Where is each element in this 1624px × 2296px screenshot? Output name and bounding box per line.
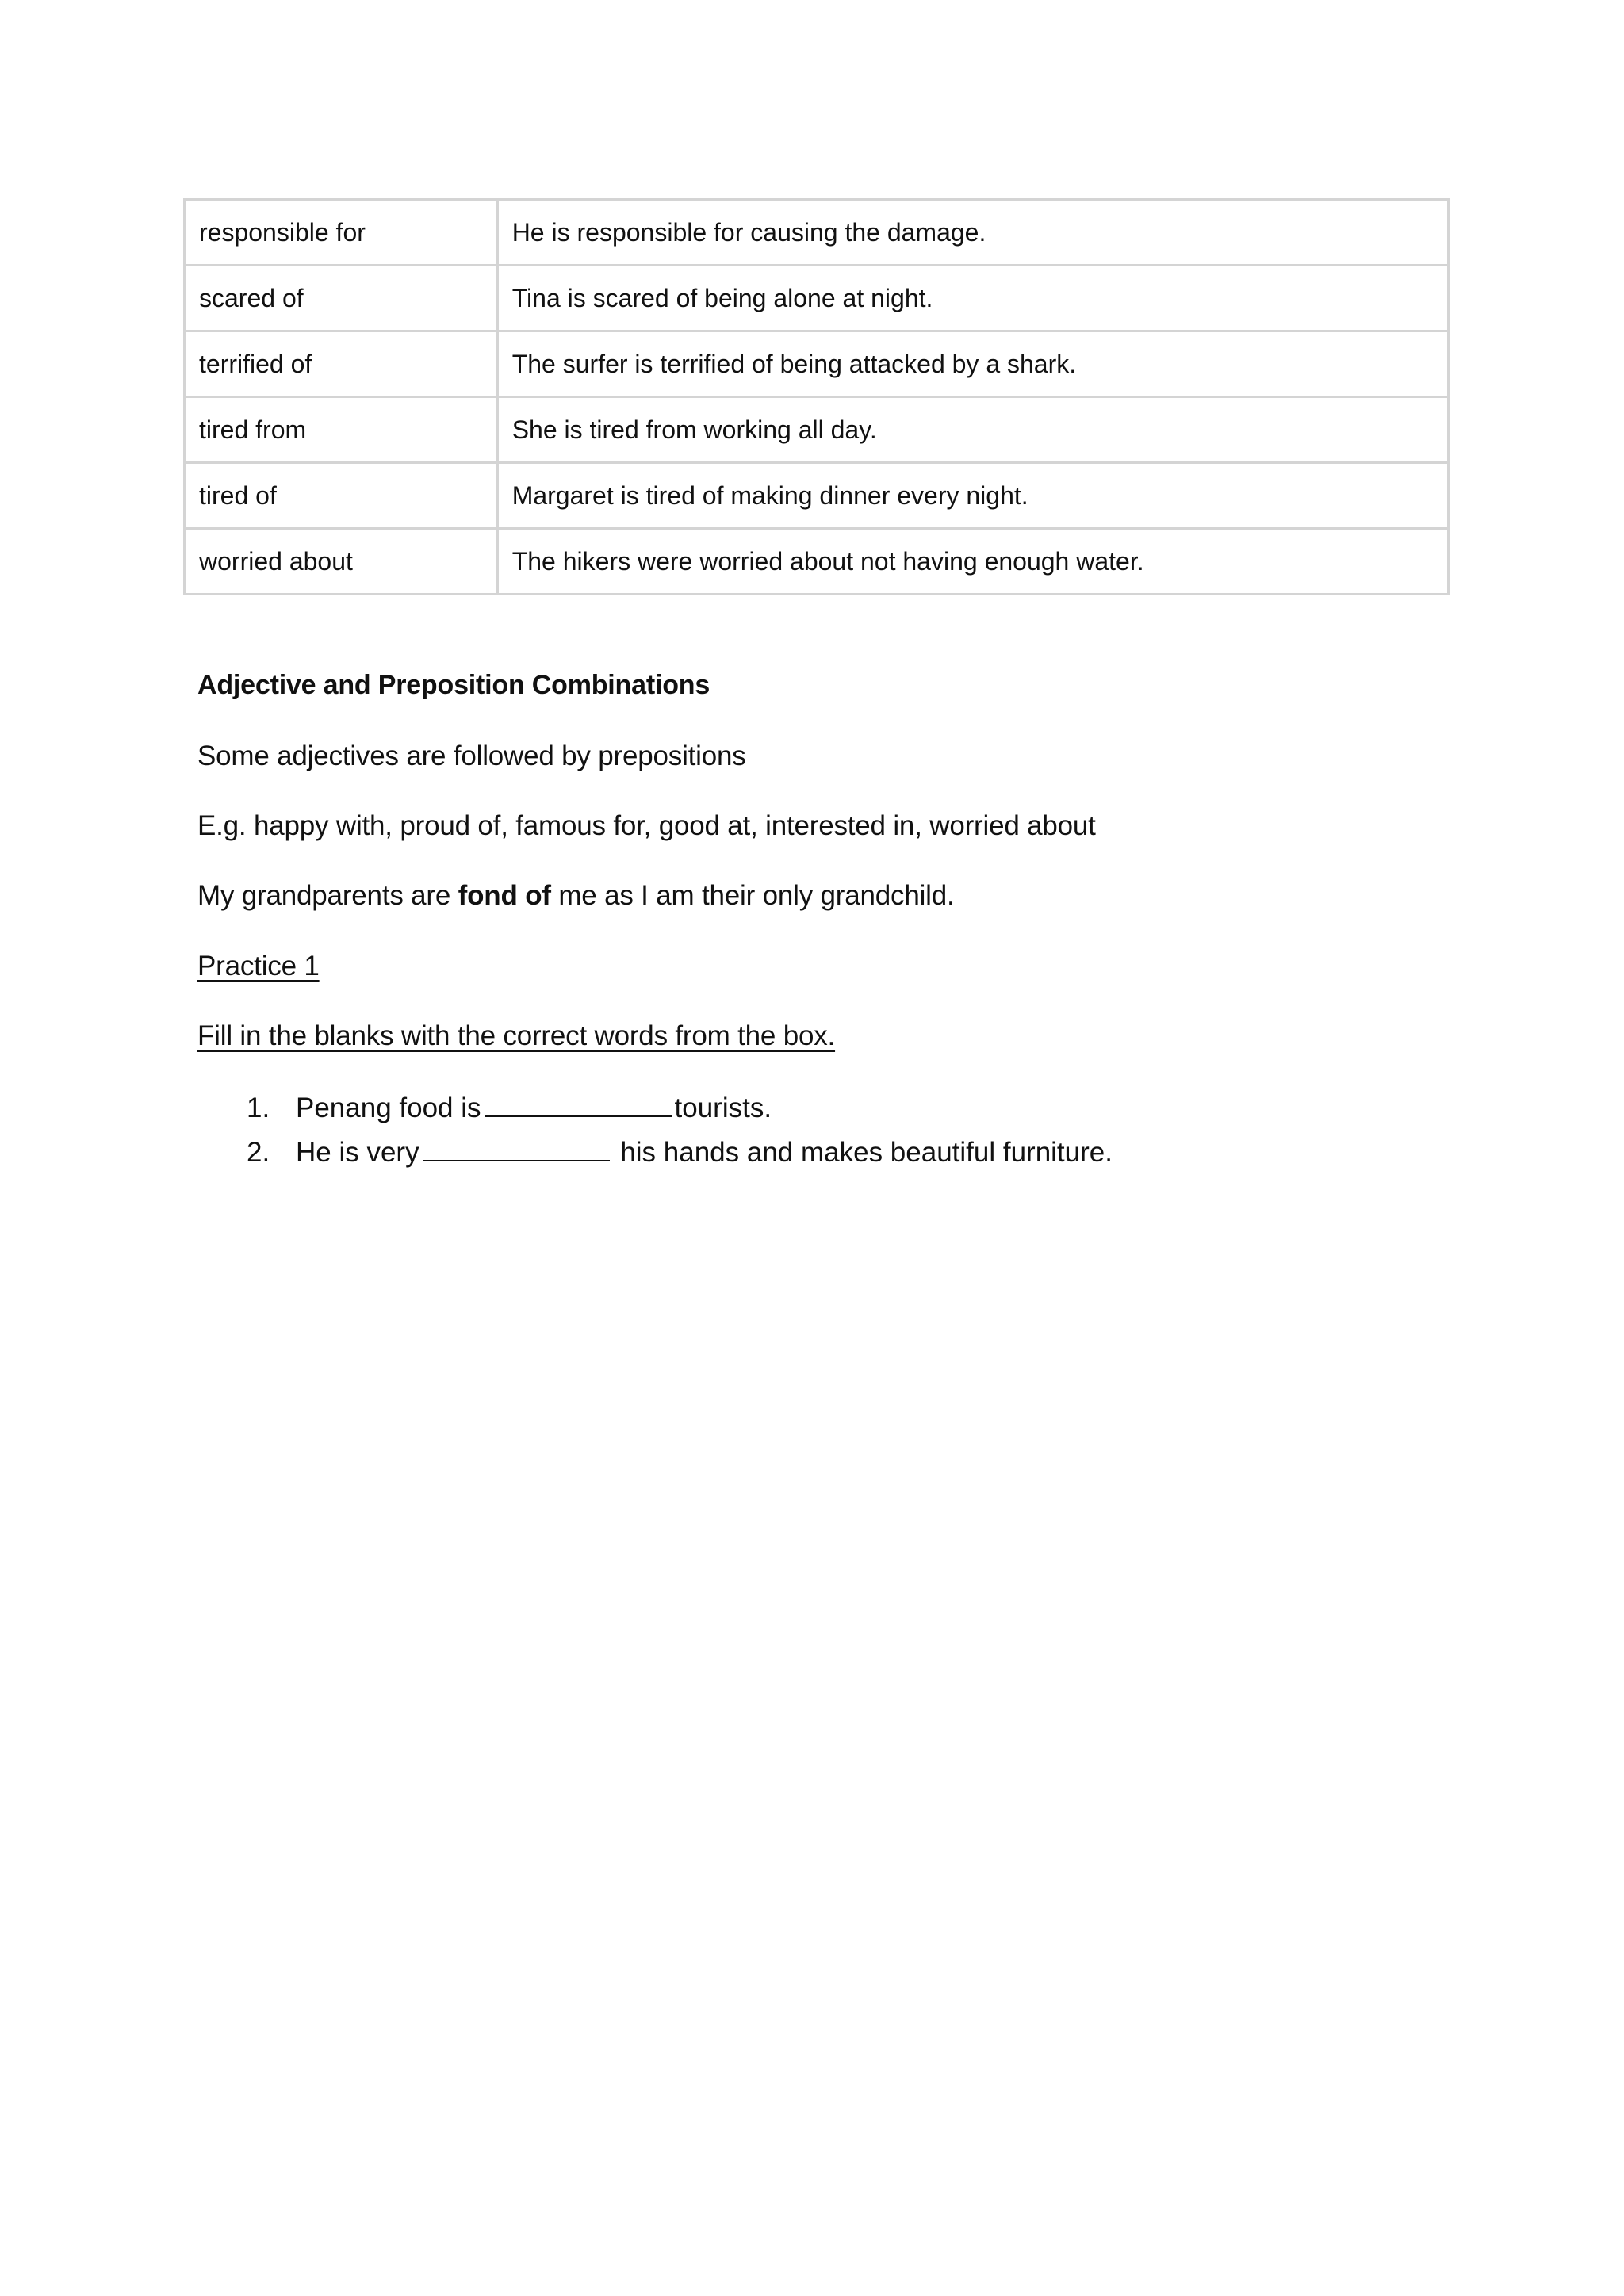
example-cell: Margaret is tired of making dinner every night.	[497, 463, 1448, 529]
examples-text: E.g. happy with, proud of, famous for, good at, interested in, worried about	[197, 810, 1096, 841]
table-row	[185, 200, 1449, 266]
item-number: 1.	[247, 1093, 270, 1123]
phrase-cell: responsible for	[185, 200, 498, 266]
phrase-cell: scared of	[185, 266, 498, 331]
item-text-after: his hands and makes beautiful furniture.	[612, 1137, 1113, 1168]
table-row	[185, 397, 1449, 463]
table-row	[185, 331, 1449, 397]
list-item	[197, 1131, 1113, 1175]
item-text-before: Penang food is	[296, 1093, 481, 1123]
practice-title: Practice 1	[197, 951, 320, 982]
example-cell: He is responsible for causing the damage.	[497, 200, 1448, 266]
answer-blank	[485, 1092, 672, 1117]
item-text-before: He is very	[296, 1137, 419, 1168]
example-cell: She is tired from working all day.	[497, 397, 1448, 463]
list-item	[197, 1086, 1113, 1131]
phrase-cell: worried about	[185, 529, 498, 595]
item-number: 2.	[247, 1137, 270, 1168]
table-row	[185, 266, 1449, 331]
sentence-highlight: fond of	[458, 880, 551, 911]
exercise-list	[197, 1086, 1113, 1175]
item-text-after: tourists.	[674, 1093, 772, 1123]
table-row	[185, 463, 1449, 529]
adjective-preposition-table	[183, 198, 1450, 595]
practice-instruction: Fill in the blanks with the correct words from the box.	[197, 1020, 836, 1051]
phrase-cell: terrified of	[185, 331, 498, 397]
example-cell: Tina is scared of being alone at night.	[497, 266, 1448, 331]
example-cell: The surfer is terrified of being attacked by a shark.	[497, 331, 1448, 397]
section-heading: Adjective and Preposition Combinations	[197, 670, 710, 700]
table-row	[185, 529, 1449, 595]
phrase-cell: tired of	[185, 463, 498, 529]
sentence-start: My grandparents are	[197, 880, 458, 911]
intro-text: Some adjectives are followed by prepositions	[197, 740, 746, 771]
phrase-cell: tired from	[185, 397, 498, 463]
sentence-end: me as I am their only grandchild.	[550, 880, 955, 911]
example-cell: The hikers were worried about not having enough water.	[497, 529, 1448, 595]
answer-blank	[423, 1136, 610, 1161]
example-sentence	[197, 880, 955, 912]
